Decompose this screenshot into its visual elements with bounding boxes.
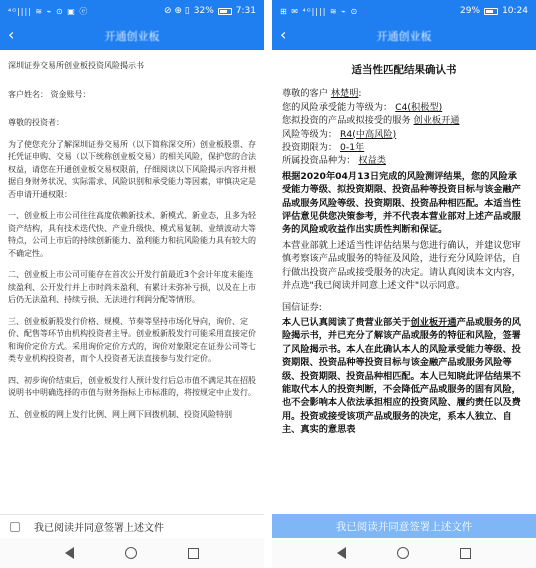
battery-icon (218, 8, 232, 15)
battery-percent: 29% (460, 6, 481, 16)
agree-label: 我已阅读并同意签署上述文件 (34, 523, 164, 534)
nav-recent-apps-icon[interactable] (460, 548, 471, 559)
agree-checkbox[interactable] (10, 522, 20, 532)
status-icons: ⊘ ⊕ ▯ (164, 6, 190, 16)
nav-home-icon[interactable] (397, 547, 409, 559)
clock: 10:24 (502, 6, 528, 16)
doc-heading: 深圳证券交易所创业板投资风险揭示书 (8, 61, 144, 70)
paragraph-2: 二、创业板上市公司可能存在首次公开发行前最近3个会计年度未能连续盈利、公开发行并上市时尚未盈利、有累计未弥补亏损，以及在上市后仍无法盈利、持续亏损、无法进行利润分配等情形。 (8, 270, 256, 304)
paragraph-4: 四、初步询价结束后，创业板发行人预计发行后总市值不满足其在招股说明书中明确选择的市值与财务指标上市标准的，将按规定中止发行。 (8, 375, 256, 397)
broker-name: 国信证券: (282, 301, 322, 313)
nav-back-icon[interactable] (337, 547, 346, 559)
title-bar (0, 22, 264, 50)
term-line: 投资期限为： 0-1年 (282, 142, 365, 154)
status-left-icons: ⁴ᴳ|||| ≋ ⌁ ⊙ ▣ ⓔ (8, 6, 89, 16)
page-title: 开通创业板 (104, 30, 160, 43)
agree-row[interactable] (0, 514, 264, 538)
separator (264, 0, 272, 568)
nav-home-icon[interactable] (125, 547, 137, 559)
customer-line: 尊敬的客户 林楚明: (282, 88, 362, 100)
greeting: 尊敬的投资者： (8, 118, 64, 127)
paragraph-5: 五、创业板的网上发行比例、网上网下回拨机制、投资风险特别 (8, 409, 232, 419)
back-chevron-icon[interactable]: ‹ (280, 25, 287, 44)
advice-paragraph: 本营业部就上述适当性评估结果与您进行确认，并建议您审慎考察该产品或服务的特征及风险，进行充分风险评估，自行做出投资产品或接受服务的决定。请认真阅读本文内容，并点选"我已阅读并同意上述文件"以示同意。 (282, 239, 521, 292)
status-left-icons: ⊞ ✉ ⁴ᴳ|||| ≋ ⌁ ⊙ (280, 6, 359, 16)
nav-recent-apps-icon[interactable] (188, 548, 199, 559)
title-bar (272, 22, 536, 50)
nav-back-icon[interactable] (65, 547, 74, 559)
battery-icon (484, 8, 498, 15)
android-nav-bar (0, 538, 264, 568)
paragraph-intro: 为了使您充分了解深圳证券交易所（以下简称深交所）创业板股票、存托凭证申购、交易（以下统称创业板交易）的相关风险，保护您的合法权益，请您在开通创业板交易权限前，仔细阅读以下风险揭示内容并根据自身财务状况、实际需求、风险识别和承受能力等因素，审慎决定是否申请开通权限： (8, 139, 256, 199)
page-title: 开通创业板 (376, 30, 432, 43)
paragraph-1: 一、创业板上市公司往往高度依赖新技术、新模式、新业态，且多为轻资产结构，具有技术迭代快、产业升级快、模式易复制、业绩波动大等特点，公司上市后的持续创新能力、盈利能力和抗风险能力具有较大的不确定性。 (8, 211, 256, 258)
risk-disclosure-content[interactable] (0, 50, 264, 514)
battery-percent: 32% (193, 6, 214, 16)
android-nav-bar (272, 538, 536, 568)
customer-name: 林楚明 (330, 88, 359, 100)
left-phone-screen (0, 0, 264, 568)
assessment-paragraph: 根据2020年04月13日完成的风险测评结果，您的风险承受能力等级、拟投资期限、投资品种等投资目标与该金融产品或服务风险等级、投资期限、投资品种相匹配。本适当性评估意见供您决策参考，并不代表本营业部对上述产品或服务的风险或收益作出实质性判断和保证。 (282, 170, 521, 236)
risk-level-line: 您的风险承受能力等级为： C4(积极型) (282, 101, 443, 113)
clock: 7:31 (235, 6, 256, 16)
agree-sign-button[interactable]: 我已阅读并同意签署上述文件 (272, 514, 536, 538)
product-risk-line: 风险等级为： R4(中高风险) (282, 128, 397, 140)
type-line: 所属投资品种为： 权益类 (282, 155, 386, 167)
right-phone-screen (272, 0, 536, 568)
doc-title: 适当性匹配结果确认书 (351, 64, 457, 76)
service-line: 您拟投资的产品或拟接受的服务 创业板开通 (282, 115, 460, 127)
status-bar (272, 0, 536, 22)
suitability-confirmation-content[interactable] (272, 50, 536, 514)
confirmation-paragraph: 本人已认真阅读了贵营业部关于创业板开通产品或服务的风险揭示书，并已充分了解该产品或服务的特征和风险，签署了风险揭示书。本人在此确认本人的风险承受能力等级、投资期限、投资品种等投资目标与该金融产品或服务风险等级、投资期限、投资品种相匹配。本人已知晓此评估结果不能取代本人的投资判断，不会降低产品或服务的固有风险，也不会影响本人依法承担相应的投资风险、履约责任以及费用。投资或接受该项产品或服务的决定，系本人独立、自主、真实的意思表 (282, 316, 521, 436)
status-bar (0, 0, 264, 22)
paragraph-3: 三、创业板新股发行价格、规模、节奏等坚持市场化导向，询价、定价、配售等环节由机构投资者主导。创业板新股发行可能采用直接定价和询价定价方式。采用询价定价方式的，询价对象限定在证券公司等七类专业机构投资者，而个人投资者无法直接参与发行定价。 (8, 316, 256, 363)
client-info: 客户姓名： 资金账号： (8, 89, 91, 99)
back-chevron-icon[interactable]: ‹ (8, 25, 15, 44)
